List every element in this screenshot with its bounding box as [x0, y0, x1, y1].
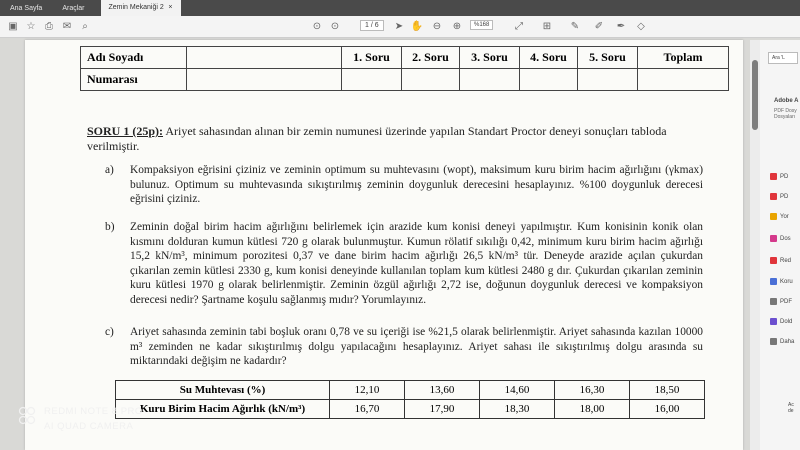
tool-item-fill-sign[interactable] — [770, 318, 792, 325]
item-text: Zeminin doğal birim hacim ağırlığını belirlemek için arazide kum konisi deneyi yapılmıştır. Kum konisinin konik olan kısmını dolduran kumun kütlesi 720 g olarak bulunmuştur. Kumun rölatif sıkılığı 0,42, minimum kuru birim hacim ağırlığı 15,2 kN/m³, minimum porozitesi 0,37 ve dane birim hacim ağırlığı 26,5 kN/m³ tür. Deneyde arazide açılan çukurdan çıkarılan zemin kütlesi 2330 g, kum konisi deneyinde kullanılan toplam kum kütlesi 2480 g dır. Çukurdan çıkarılan zeminin kuru kütlesi 1970 g olarak belirlenmiştir. Zeminin özgül ağırlığı 2,72 ise, doğunun doygunluk derecesi ve kompaksiyon derecesi nedir? Şartname koşulu sağlanmış mıdır? Yorumlayınız. — [130, 221, 703, 306]
scrollbar-thumb[interactable] — [752, 60, 758, 130]
print-icon[interactable]: ⎙ — [45, 21, 53, 32]
document-tab[interactable] — [101, 0, 181, 16]
tool-label: Dos — [780, 235, 791, 242]
row-header: Kuru Birim Hacim Ağırlık (kN/m³) — [116, 400, 330, 419]
pdf-page — [25, 40, 743, 450]
tool-label: PDF — [780, 298, 792, 305]
table-cell: 13,60 — [405, 381, 480, 400]
tool-item-create-pdf[interactable] — [770, 193, 788, 200]
item-label: b) — [105, 221, 115, 233]
table-row — [116, 400, 705, 419]
fit-page-icon[interactable]: ⤢ — [515, 21, 523, 32]
search-icon[interactable]: ⌕ — [82, 21, 88, 32]
item-label: a) — [105, 164, 114, 176]
proctor-data-table — [115, 380, 705, 419]
column-header: 1. Soru — [342, 47, 402, 69]
column-header: Toplam — [638, 47, 729, 69]
tools-search-field[interactable]: Ara 'L — [768, 52, 798, 64]
protect-icon — [770, 278, 777, 285]
more-tools-icon — [770, 338, 777, 345]
highlight-pen-icon[interactable]: ✎ — [570, 21, 580, 32]
table-cell: 18,50 — [630, 381, 705, 400]
column-header: 5. Soru — [578, 47, 638, 69]
vertical-scrollbar[interactable] — [750, 40, 760, 450]
organize-pages-icon — [770, 235, 777, 242]
tool-label: Yor — [780, 213, 789, 220]
menu-home[interactable]: Ana Sayfa — [10, 4, 43, 12]
score-cell — [638, 69, 729, 91]
column-header: 4. Soru — [520, 47, 578, 69]
question-intro: Ariyet sahasından alınan bir zemin numunesi üzerinde yapılan Standart Proctor deneyi sonuçları tabloda verilmiştir. — [87, 124, 667, 153]
question-item-a — [105, 163, 703, 207]
table-row — [81, 47, 729, 69]
camera-lens-icon — [18, 406, 36, 430]
question-heading — [87, 124, 707, 154]
fill-sign-icon[interactable]: ◇ — [637, 21, 645, 32]
prev-page-icon[interactable]: ⊙ — [312, 21, 322, 32]
name-cell — [187, 47, 342, 69]
tool-label: PD — [780, 193, 789, 200]
sign-icon[interactable]: ✒ — [616, 21, 626, 32]
tool-item-redact[interactable] — [770, 257, 791, 264]
score-table — [80, 46, 729, 91]
item-text: Kompaksiyon eğrisini çiziniz ve zeminin optimum su muhtevasını (wopt), maksimum kuru birim hacim ağırlığını (γkmax) bulunuz. Optimum su muhtevasında sıkıştırılmış zeminin doygunluk derecesini hesaplayınız. %100 doygunluk derecesi eğrisini çiziniz. — [130, 164, 703, 206]
table-cell: 16,00 — [630, 400, 705, 419]
panel-footer-text: Ac de — [788, 402, 794, 414]
tool-item-optimize[interactable] — [770, 298, 792, 305]
score-cell — [342, 69, 402, 91]
table-row — [81, 69, 729, 91]
number-cell — [187, 69, 342, 91]
question-item-c — [105, 325, 703, 369]
tool-label: Dold — [780, 318, 793, 325]
tool-label: Red — [780, 257, 792, 264]
document-tab-label: Zemin Mekaniği 2 — [108, 4, 164, 11]
next-page-icon[interactable]: ⊙ — [330, 21, 340, 32]
fill-sign-icon — [770, 318, 777, 325]
watermark-line2: AI QUAD CAMERA — [44, 421, 134, 432]
table-cell: 16,70 — [330, 400, 405, 419]
zoom-out-icon[interactable]: ⊖ — [432, 21, 442, 32]
row-header: Su Muhtevası (%) — [116, 381, 330, 400]
app-menubar — [0, 0, 800, 16]
item-text: Ariyet sahasında zeminin tabi boşluk oranı 0,78 ve su içeriği ise %21,5 olarak belirlenmiştir. Ariyet sahasında kazılan 10000 m³ zeminden ne kadar sıkıştırılmış dolgu yapılacağını hesaplayınız. Ariyet sahası ile sıkıştırılmış dolgu arasında su miktarındaki değişim ne kadardır? — [130, 326, 703, 368]
column-header: 2. Soru — [402, 47, 460, 69]
page-number-field[interactable]: 1 / 6 — [360, 20, 384, 31]
tools-panel — [760, 40, 800, 450]
save-icon[interactable]: ▣ — [8, 21, 18, 32]
tool-label: Daha — [780, 338, 795, 345]
table-cell: 17,90 — [405, 400, 480, 419]
toolbar — [0, 16, 800, 38]
hand-tool-icon[interactable]: ✋ — [410, 21, 424, 32]
tool-item-export-pdf[interactable] — [770, 173, 788, 180]
menu-tools[interactable]: Araçlar — [62, 4, 85, 12]
table-cell: 14,60 — [480, 381, 555, 400]
bookmark-star-icon[interactable]: ☆ — [26, 21, 36, 32]
email-icon[interactable]: ✉ — [62, 21, 72, 32]
name-label: Adı Soyadı — [81, 47, 187, 69]
zoom-in-icon[interactable]: ⊕ — [452, 21, 462, 32]
number-label: Numarası — [81, 69, 187, 91]
close-tab-icon[interactable]: × — [168, 4, 173, 11]
question-title: SORU 1 (25p): — [87, 124, 164, 138]
tool-item-organize[interactable] — [770, 235, 791, 242]
comment-icon — [770, 213, 777, 220]
tool-item-more[interactable] — [770, 338, 794, 345]
select-cursor-icon[interactable]: ➤ — [394, 21, 404, 32]
draw-pen-icon[interactable]: ✐ — [594, 21, 604, 32]
zoom-level-field[interactable]: %168 — [470, 20, 493, 30]
create-pdf-icon — [770, 193, 777, 200]
panel-subtext: PDF Dosy Dosyaları — [774, 108, 797, 120]
comment-icon[interactable]: ⊞ — [542, 21, 552, 32]
table-cell: 18,30 — [480, 400, 555, 419]
optimize-pdf-icon — [770, 298, 777, 305]
column-header: 3. Soru — [460, 47, 520, 69]
tool-label: PD — [780, 173, 789, 180]
tool-label: Koru — [780, 278, 793, 285]
table-row — [116, 381, 705, 400]
panel-heading: Adobe A — [774, 98, 799, 104]
item-label: c) — [105, 326, 114, 338]
table-cell: 18,00 — [555, 400, 630, 419]
score-cell — [520, 69, 578, 91]
score-cell — [460, 69, 520, 91]
table-cell: 16,30 — [555, 381, 630, 400]
watermark-line1: REDMI NOTE 8 PRO — [44, 406, 143, 417]
camera-watermark — [18, 404, 143, 434]
redact-icon — [770, 257, 777, 264]
score-cell — [402, 69, 460, 91]
tool-item-comment[interactable] — [770, 213, 789, 220]
table-cell: 12,10 — [330, 381, 405, 400]
tool-item-protect[interactable] — [770, 278, 793, 285]
export-pdf-icon — [770, 173, 777, 180]
question-item-b — [105, 220, 703, 308]
score-cell — [578, 69, 638, 91]
